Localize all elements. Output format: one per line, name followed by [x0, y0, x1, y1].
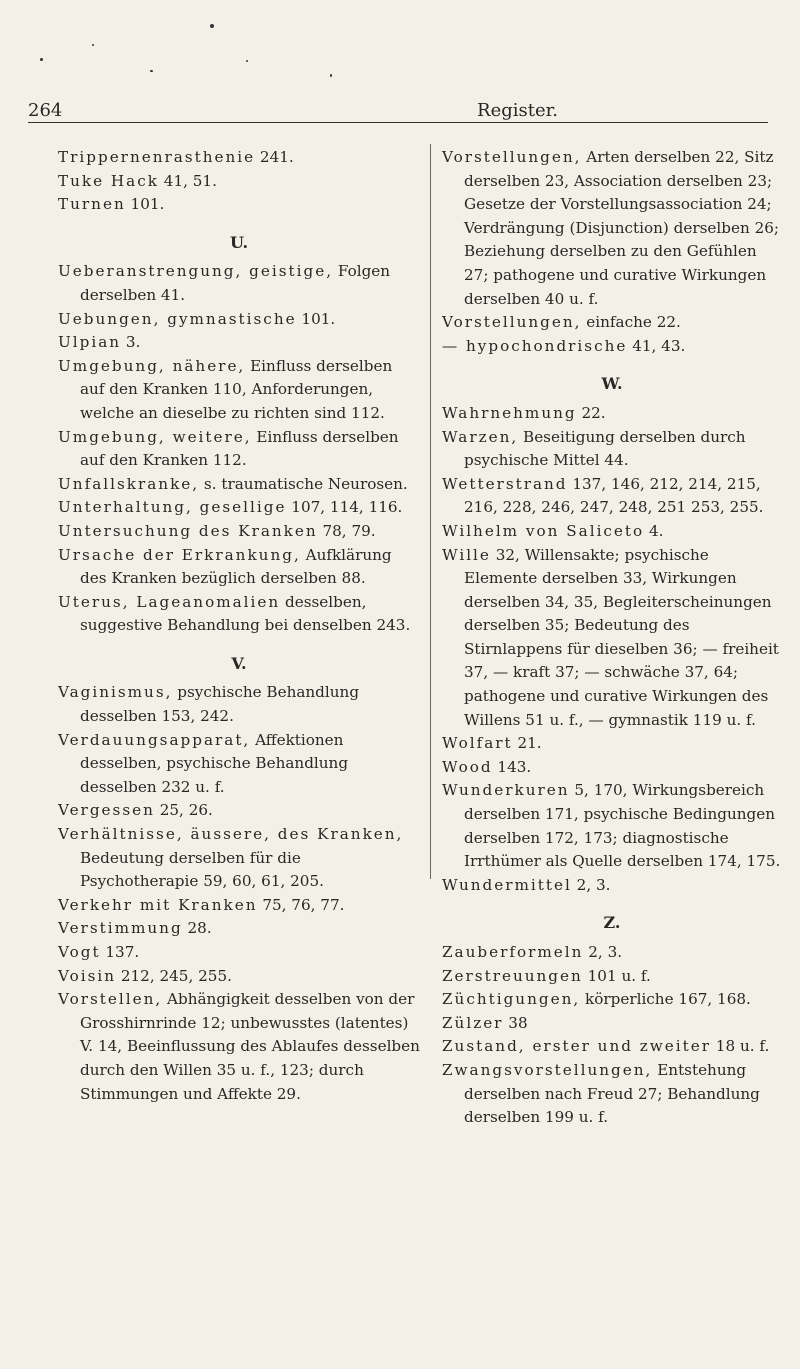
running-head: Register. [477, 100, 558, 121]
index-entry [442, 335, 782, 359]
index-entry [442, 965, 782, 989]
entry-head: Wolfart [442, 734, 513, 753]
entry-head: Züchtigungen, [442, 990, 581, 1009]
index-entry [58, 591, 420, 638]
entry-head: Vorstellungen, [442, 313, 582, 332]
index-entry [442, 311, 782, 335]
entry-text: 3. [121, 333, 141, 352]
entry-head: Wood [442, 757, 493, 776]
entry-text: 107, 114, 116. [286, 498, 403, 517]
entry-text: 143. [492, 757, 532, 776]
entry-head: Wetterstrand [442, 474, 568, 493]
index-entry [58, 355, 420, 426]
entry-head: Uterus, Lageanomalien [58, 592, 281, 611]
index-entry [442, 732, 782, 756]
entry-text: 78, 79. [317, 521, 376, 540]
entry-head: Turnen [58, 195, 126, 214]
index-entry [442, 874, 782, 898]
entry-head: Verkehr mit Kranken [58, 895, 258, 914]
entry-text: 28. [182, 919, 212, 938]
index-entry [58, 729, 420, 800]
index-entry [58, 193, 420, 217]
entry-head: Verhältnisse, äussere, des Kranken, [58, 825, 404, 844]
index-entry [58, 308, 420, 332]
entry-head: Untersuchung des Kranken [58, 521, 318, 540]
entry-text: s. traumatische Neurosen. [199, 474, 408, 493]
entry-head: Zauberformeln [442, 943, 584, 961]
print-speck [210, 24, 214, 28]
index-entry [58, 520, 420, 544]
index-entry [442, 426, 782, 473]
index-entry [442, 1059, 782, 1130]
entry-head: Uebungen, gymnastische [58, 309, 297, 328]
entry-text: 32, Willensakte; psychische Elemente derselben 33, Wirkungen derselben 34, 35, Begleiterscheinungen derselben 35; Bedeutung des Stirnlappens für dieselben 36; — freiheit 37, — kraft 37; — schwäche 37, 64; pathogene und curative Wirkungen des Willens 51 u. f., — gymnastik 119 u. f. [464, 545, 779, 729]
entry-text: Einfluss derselben auf den Kranken 112. [80, 427, 399, 470]
entry-head: Umgebung, nähere, [58, 356, 246, 375]
entry-head: Wilhelm von Saliceto [442, 521, 645, 540]
index-entry [58, 544, 420, 591]
entry-text: Entstehung derselben nach Freud 27; Behandlung derselben 199 u. f. [464, 1060, 760, 1127]
index-entry [58, 799, 420, 823]
index-entry [58, 917, 420, 941]
entry-text: 5, 170, Wirkungsbereich derselben 171, psychische Bedingungen derselben 172, 173; diagnostische Irrthümer als Quelle derselben 174, 175. [464, 781, 781, 871]
entry-head: Ursache der Erkrankung, [58, 545, 301, 564]
entry-text: 101. [296, 309, 336, 328]
entry-text: 75, 76, 77. [257, 895, 345, 914]
index-entry [442, 473, 782, 520]
entry-text: Abhängigkeit desselben von der Grosshirnrinde 12; unbewusstes (latentes) V. 14, Beeinflussung des Ablaufes desselben durch den Willen 35 u. f., 123; durch Stimmungen und Affekte 29. [80, 990, 420, 1103]
entry-head: Zülzer [442, 1013, 504, 1032]
entry-text: körperliche 167, 168. [580, 990, 751, 1009]
index-entry [58, 473, 420, 497]
section-letter-v: V. [231, 653, 247, 673]
entry-head: Vergessen [58, 801, 155, 820]
entry-text: 101. [125, 195, 165, 214]
entry-text: Bedeutung derselben für die Psychotherapie 59, 60, 61, 205. [80, 848, 324, 891]
entry-text: einfache 22. [581, 313, 681, 332]
entry-text: 41, 43. [627, 336, 686, 355]
entry-text: 2, 3. [571, 875, 611, 894]
print-speck [92, 44, 94, 46]
entry-head: Trippernenrasthenie [58, 148, 256, 166]
entry-text: 21. [512, 734, 542, 753]
entry-text: 241. [255, 148, 294, 166]
index-entry [442, 544, 782, 733]
entry-text: 22. [576, 403, 606, 422]
entry-text: 101 u. f. [582, 966, 651, 985]
entry-head: Tuke Hack [58, 171, 159, 190]
index-entry [442, 756, 782, 780]
index-entry [58, 965, 420, 989]
index-entry [58, 331, 420, 355]
entry-head: Wunderkuren [442, 781, 570, 800]
index-entry [58, 823, 420, 894]
entry-text: 25, 26. [154, 801, 213, 820]
entry-head: Verdauungsapparat, [58, 730, 251, 749]
entry-head: Wundermittel [442, 875, 572, 894]
left-column [58, 146, 420, 1106]
print-speck [40, 58, 43, 61]
index-entry [442, 779, 782, 873]
page-header [28, 96, 768, 123]
entry-text: 4. [644, 521, 664, 540]
entry-head: Vorstellen, [58, 990, 163, 1009]
index-entry [58, 260, 420, 307]
entry-head: Verstimmung [58, 919, 183, 938]
entry-text: 41, 51. [158, 171, 217, 190]
section-letter-w: W. [601, 374, 623, 394]
index-entry [58, 146, 420, 170]
index-entry [442, 941, 782, 965]
entry-text: 212, 245, 255. [116, 966, 232, 985]
entry-head: Zustand, erster und zweiter [442, 1037, 711, 1056]
section-letter-u: U. [229, 232, 249, 252]
index-entry [58, 988, 420, 1106]
entry-head: Vorstellungen, [442, 148, 582, 166]
entry-text: Beseitigung derselben durch psychische Mittel 44. [464, 427, 746, 470]
index-entry [58, 894, 420, 918]
index-entry [442, 402, 782, 426]
entry-head: Unfallskranke, [58, 474, 200, 493]
index-entry [58, 681, 420, 728]
entry-text: psychische Behandlung desselben 153, 242. [80, 683, 360, 726]
column-divider [430, 144, 431, 879]
entry-head: Zwangsvorstellungen, [442, 1060, 653, 1079]
entry-text: desselben, suggestive Behandlung bei denselben 243. [80, 592, 411, 635]
print-speck [150, 70, 153, 72]
index-entry [442, 1012, 782, 1036]
entry-text: Einfluss derselben auf den Kranken 110, Anforderungen, welche an dieselbe zu richten sind 112. [80, 356, 393, 422]
entry-text: 137, 146, 212, 214, 215, 216, 228, 246, 247, 248, 251 253, 255. [464, 474, 764, 517]
entry-head: Ulpian [58, 333, 122, 352]
entry-text: 18 u. f. [710, 1037, 770, 1056]
entry-head: Umgebung, weitere, [58, 427, 252, 446]
index-entry [58, 941, 420, 965]
print-speck [246, 60, 248, 62]
entry-text: Folgen derselben 41. [80, 262, 391, 304]
entry-head: Unterhaltung, gesellige [58, 498, 287, 517]
index-entry [58, 496, 420, 520]
index-entry [442, 146, 782, 311]
index-entry [58, 426, 420, 473]
entry-text: 38 [503, 1013, 528, 1032]
entry-text: Arten derselben 22, Sitz derselben 23, Association derselben 23; Gesetze der Vorstellungsassociation 24; Verdrängung (Disjunction) derselben 26; Beziehung derselben zu den Gefühlen 27; pathogene und curative Wirkungen derselben 40 u. f. [464, 148, 780, 308]
entry-head: Wille [442, 545, 491, 564]
index-entry [442, 520, 782, 544]
index-entry [442, 988, 782, 1012]
right-column [442, 146, 782, 1130]
index-entry [58, 170, 420, 194]
entry-head: Voisin [58, 966, 117, 985]
entry-head: — hypochondrische [442, 336, 628, 355]
section-letter-z: Z. [603, 913, 621, 933]
entry-head: Wahrnehmung [442, 403, 577, 422]
entry-head: Warzen, [442, 427, 519, 446]
entry-head: Vogt [58, 943, 101, 961]
entry-head: Vaginismus, [58, 683, 173, 702]
entry-text: Affektionen desselben, psychische Behandlung desselben 232 u. f. [80, 730, 349, 796]
print-speck [330, 74, 332, 77]
entry-text: 137. [100, 943, 140, 961]
entry-head: Ueberanstrengung, geistige, [58, 262, 334, 281]
entry-head: Zerstreuungen [442, 966, 583, 985]
entry-text: 2, 3. [583, 943, 623, 961]
entry-text: Aufklärung des Kranken bezüglich derselben 88. [80, 545, 392, 588]
index-entry [442, 1035, 782, 1059]
page-number: 264 [28, 100, 63, 121]
